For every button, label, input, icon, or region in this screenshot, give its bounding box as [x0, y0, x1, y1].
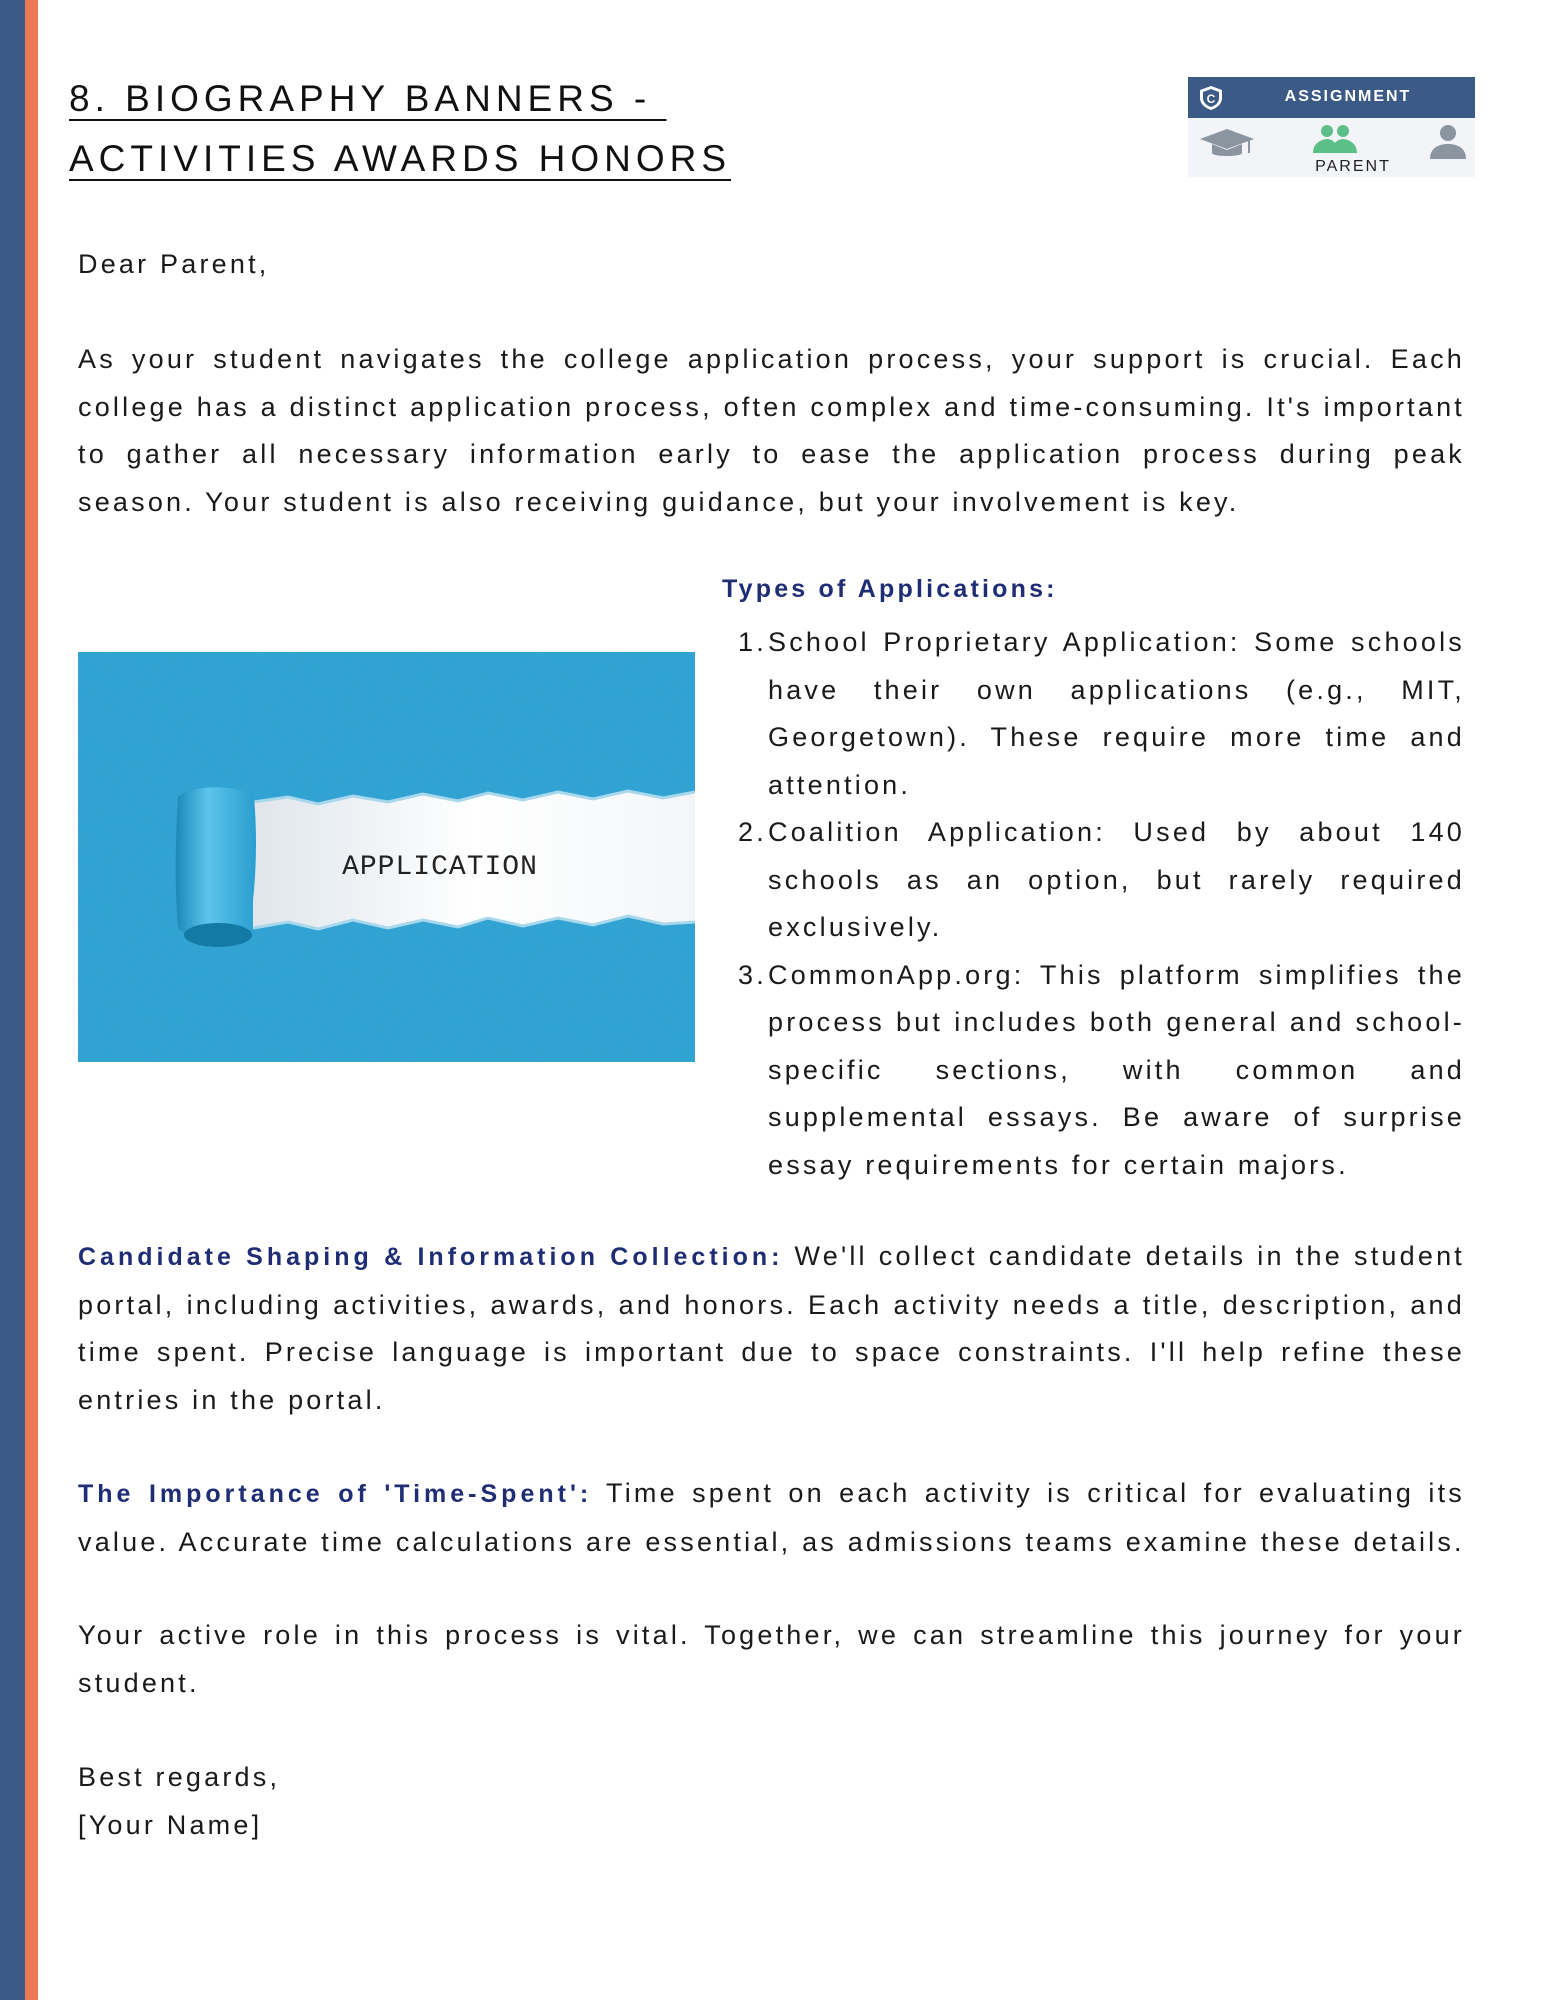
list-item — [738, 619, 1465, 809]
student-person-icon — [1428, 123, 1468, 163]
badge-role-label: PARENT — [1315, 158, 1391, 175]
list-item-text: Coalition Application: Used by about 140 schools as an option, but rarely required exclusively. — [768, 817, 1465, 942]
shield-logo-icon — [1198, 85, 1224, 111]
list-item — [738, 952, 1465, 1190]
page-title-line-1: 8. BIOGRAPHY BANNERS - — [69, 78, 667, 119]
badge-header — [1188, 77, 1475, 118]
logo-letter: C — [1206, 92, 1216, 106]
torn-paper-application-image — [78, 652, 695, 1062]
list-item-number: 1. — [738, 627, 767, 657]
badge-label: ASSIGNMENT — [1284, 88, 1412, 105]
candidate-text: We'll collect candidate details in the student portal, including activities, awards, and honors. Each activity needs a title, description, and time spent. Precise language is important due to space constraints. I'll help refine these entries in the portal. — [78, 1241, 1465, 1415]
application-types-list — [738, 619, 1465, 1189]
list-item-number: 2. — [738, 817, 767, 847]
page-title-line-2: ACTIVITIES AWARDS HONORS — [69, 138, 732, 179]
parent-group-icon — [1311, 123, 1359, 157]
graduation-cap-icon — [1198, 123, 1256, 163]
candidate-heading: Candidate Shaping & Information Collection: — [78, 1243, 784, 1271]
left-orange-stripe — [25, 0, 38, 2000]
time-spent-paragraph — [78, 1470, 1465, 1566]
time-spent-text: Time spent on each activity is critical for evaluating its value. Accurate time calculations are essential, as admissions teams examine these details. — [78, 1478, 1465, 1557]
list-item-text: CommonApp.org: This platform simplifies the process but includes both general and school-specific sections, with common and supplemental essays. Be aware of surprise essay requirements for certain majors. — [768, 959, 1465, 1180]
badge-roles — [1188, 118, 1475, 177]
sign-off: Best regards, — [78, 1762, 281, 1792]
list-item — [738, 809, 1465, 952]
signature-placeholder: [Your Name] — [78, 1810, 263, 1840]
left-blue-stripe — [0, 0, 25, 2000]
intro-paragraph: As your student navigates the college application process, your support is crucial. Each college has a distinct application process, often complex and time-consuming. It's important to gather all necessary information early to ease the application process during peak season. Your student is also receiving guidance, but your involvement is key. — [78, 344, 1465, 517]
image-application-text: APPLICATION — [342, 852, 538, 883]
types-heading: Types of Applications: — [722, 575, 1058, 603]
closing-paragraph: Your active role in this process is vital. Together, we can streamline this journey for your student. — [78, 1620, 1465, 1698]
assignment-badge — [1188, 77, 1475, 177]
candidate-paragraph — [78, 1233, 1465, 1424]
list-item-number: 3. — [738, 959, 767, 990]
greeting: Dear Parent, — [78, 249, 270, 279]
time-spent-heading: The Importance of 'Time-Spent': — [78, 1480, 593, 1508]
list-item-text: School Proprietary Application: Some schools have their own applications (e.g., MIT, Georgetown). These require more time and attention. — [768, 627, 1465, 800]
